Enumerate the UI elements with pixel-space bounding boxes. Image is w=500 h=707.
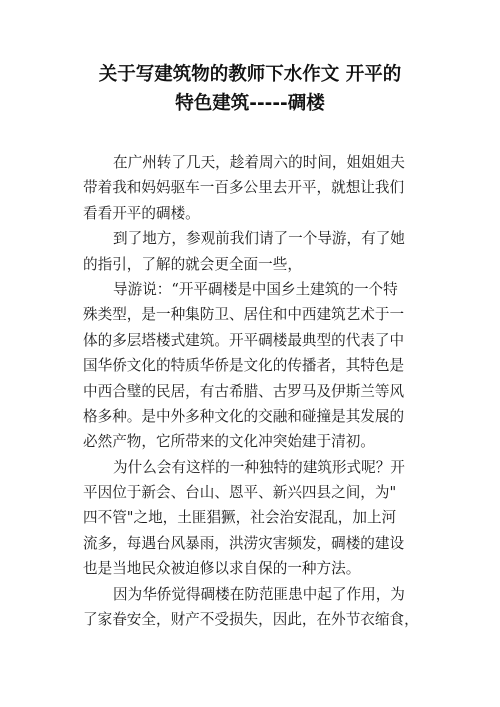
body-line: 看看开平的碉楼。 [83, 204, 200, 222]
body-line: 因为华侨觉得碉楼在防范匪患中起了作用，为 [113, 585, 405, 603]
body-line: 也是当地民众被迫修以求自保的一种方法。 [83, 560, 361, 578]
body-line: 的指引，了解的就会更全面一些， [83, 255, 302, 273]
body-line: 到了地方，参观前我们请了一个导游，有了她 [113, 230, 405, 248]
body-line: 带着我和妈妈驱车一百多公里去开平，就想让我们 [83, 179, 405, 197]
body-line: 了家眷安全，财产不受损失，因此，在外节衣缩食， [83, 611, 419, 629]
body-line: 国华侨文化的特质华侨是文化的传播者，其特色是 [83, 357, 405, 375]
body-line: 殊类型，是一种集防卫、居住和中西建筑艺术于一 [83, 306, 405, 324]
document-title-line-2: 特色建筑-----碉楼 [175, 93, 325, 114]
body-line: 流多，每遇台风暴雨，洪涝灾害频发，碉楼的建设 [83, 534, 405, 552]
document-body [83, 150, 423, 632]
body-line: 四不管"之地，土匪猖獗，社会治安混乱，加上河 [83, 509, 397, 527]
body-line: 中西合璧的民居，有古希腊、古罗马及伊斯兰等风 [83, 382, 405, 400]
document-title-line-1: 关于写建筑物的教师下水作文 开平的 [98, 64, 402, 85]
body-line: 在广州转了几天，趁着周六的时间，姐姐姐夫 [113, 154, 405, 171]
body-line: 平因位于新会、台山、恩平、新兴四县之间，为" [83, 484, 397, 502]
body-line: 格多种。是中外多种文化的交融和碰撞是其发展的 [83, 407, 405, 425]
body-line: 必然产物，它所带来的文化冲突始建于清初。 [83, 433, 375, 451]
body-line: 体的多层塔楼式建筑。开平碉楼最典型的代表了中 [83, 331, 405, 349]
body-line: 导游说：“开平碉楼是中国乡土建筑的一个特 [113, 280, 398, 298]
body-line: 为什么会有这样的一种独特的建筑形式呢？开 [113, 458, 405, 476]
